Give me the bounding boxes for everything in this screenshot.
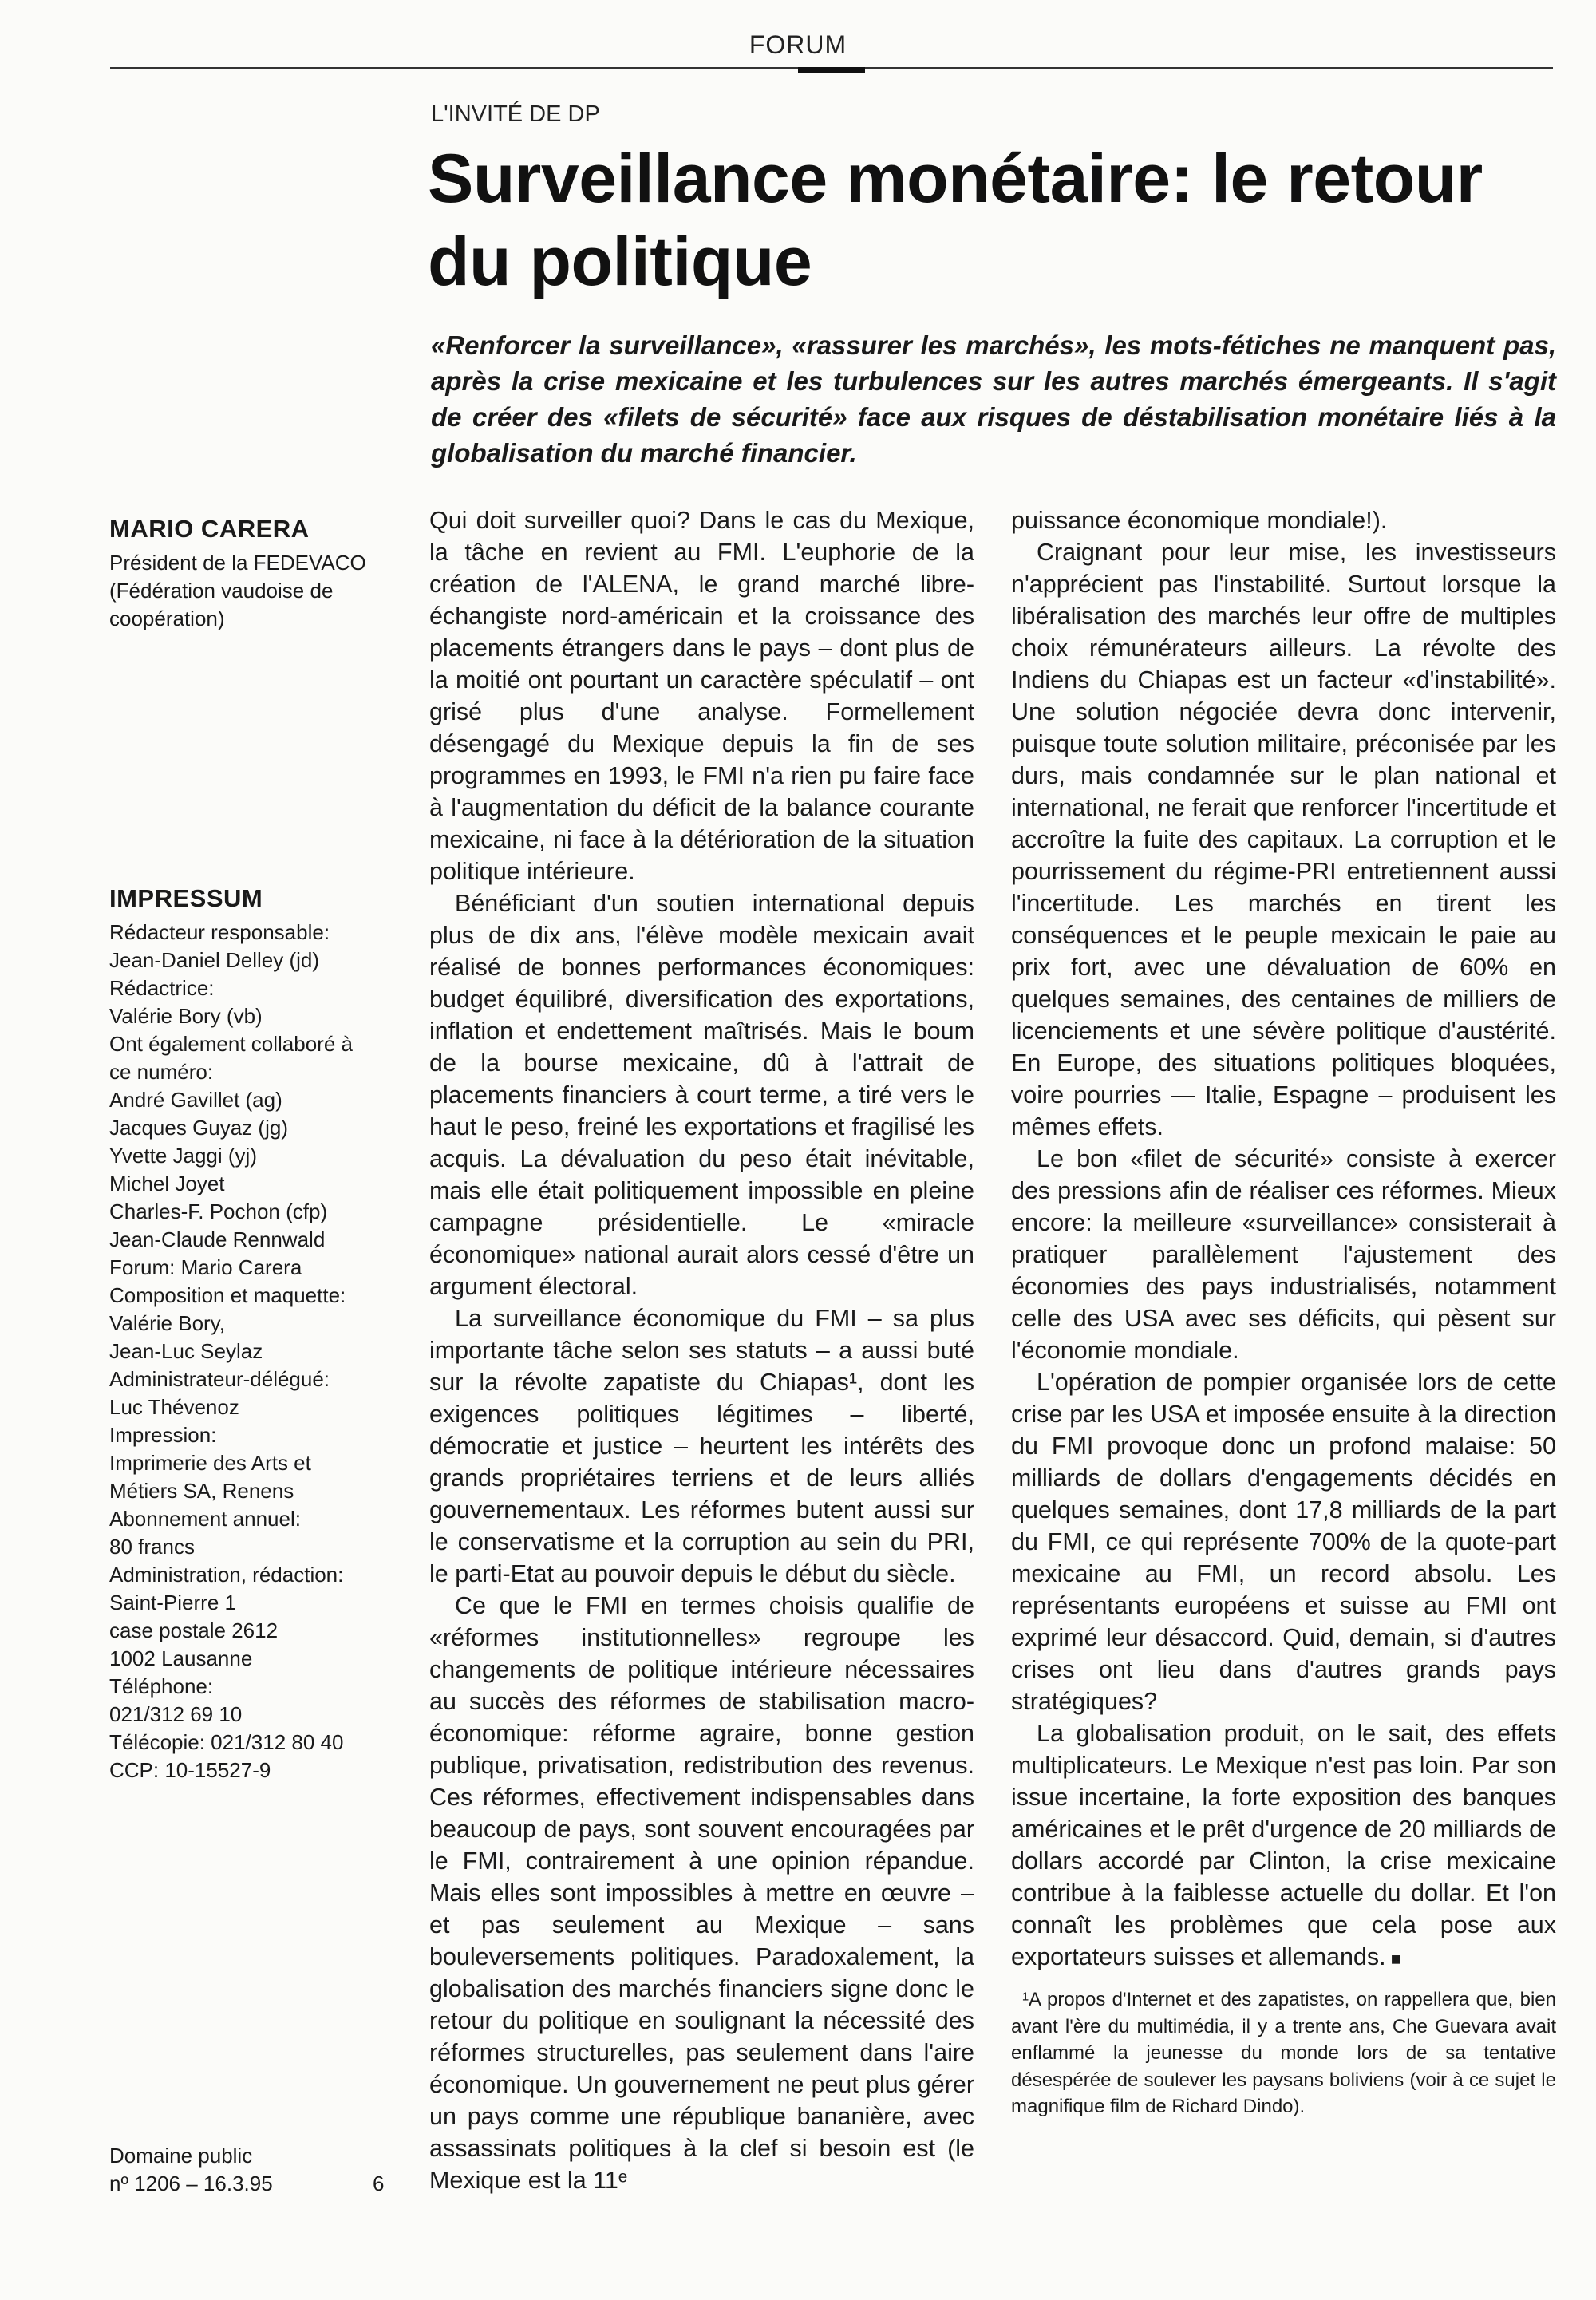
impressum-line: Rédacteur responsable:	[109, 920, 330, 944]
impressum-line: Michel Joyet	[109, 1172, 225, 1195]
page-number: 6	[373, 2172, 385, 2195]
impressum-line: Luc Thévenoz	[109, 1395, 239, 1419]
impressum-line: Jean-Claude Rennwald	[109, 1227, 326, 1251]
impressum-line: Forum: Mario Carera	[109, 1255, 302, 1279]
impressum-line: Valérie Bory,	[109, 1311, 225, 1335]
impressum-line: Impression:	[109, 1423, 217, 1447]
publication-name: Domaine public	[109, 2144, 253, 2168]
impressum-heading: IMPRESSUM	[109, 884, 263, 912]
impressum-line: Yvette Jaggi (yj)	[109, 1144, 257, 1168]
impressum-line: Ont également collaboré à	[109, 1032, 353, 1056]
impressum-line: Métiers SA, Renens	[109, 1479, 294, 1503]
article-title: Surveillance monétaire: le retour du politique	[428, 140, 1483, 300]
issue-number: nº 1206 – 16.3.95	[109, 2172, 273, 2195]
impressum-line: 021/312 69 10	[109, 1702, 243, 1726]
impressum-line: Téléphone:	[109, 1674, 214, 1698]
impressum-line: Jean-Luc Seylaz	[109, 1339, 263, 1363]
impressum-line: case postale 2612	[109, 1618, 279, 1642]
article-paragraph: La surveillance économique du FMI – sa plus importante tâche selon ses statuts – a aussi buté sur la révolte zapatiste du Chiapas¹, dont les exigences politiques légitimes – liberté, démocratie et justice – heurtent les intérêts des grands propriétaires terriens et de leurs alliés gouvernementaux. Les réformes butent aussi sur le conservatisme et la corruption au sein du PRI, le parti-Etat au pouvoir depuis le début du siècle.	[429, 1305, 974, 1587]
impressum-line: Administration, rédaction:	[109, 1563, 344, 1587]
article-paragraph: La globalisation produit, on le sait, des effets multiplicateurs. Le Mexique n'est pas loin. Par son issue incertaine, la forte exposition des banques américaines et le prêt d'urgence de 20 milliards de dollars accordé par Clinton, la crise mexicaine contribue à la faiblesse actuelle du dollar. Et l'on connaît les problèmes que cela pose aux exportateurs suisses et allemands. ■	[1011, 1717, 1556, 1975]
impressum-line: Télécopie: 021/312 80 40	[109, 1730, 344, 1754]
article-column-2	[1011, 504, 1556, 2120]
article-paragraph: Le bon «filet de sécurité» consiste à exercer des pressions afin de réaliser ces réformes. Mieux encore: la meilleure «surveillance» consisterait à pratiquer parallèlement l'ajustement des économies des pays industrialisés, notamment celle des USA avec ses déficits, qui pèsent sur l'économie mondiale.	[1011, 1145, 1556, 1364]
article-paragraph: Qui doit surveiller quoi? Dans le cas du Mexique, la tâche en revient au FMI. L'euphorie de la création de l'ALENA, le grand marché libre-échangiste nord-américain et la croissance des placements étrangers dans le pays – dont plus de la moitié ont pourtant un caractère spéculatif – ont grisé plus d'une analyse. Formellement désengagé du Mexique depuis la fin de ses programmes en 1993, le FMI n'a rien pu faire face à l'augmentation du déficit de la balance courante mexicaine, ni face à la détérioration de la situation politique intérieure.	[429, 507, 974, 885]
article-column-1	[429, 504, 974, 2196]
author-role-line: Président de la FEDEVACO	[109, 551, 366, 575]
impressum-line: 1002 Lausanne	[109, 1646, 253, 1670]
impressum-line: André Gavillet (ag)	[109, 1088, 282, 1112]
author-block	[109, 515, 397, 633]
impressum-line: Valérie Bory (vb)	[109, 1004, 263, 1028]
impressum-line: CCP: 10-15527-9	[109, 1758, 271, 1782]
kicker: L'INVITÉ DE DP	[431, 101, 600, 127]
author-role-line: (Fédération vaudoise de	[109, 579, 334, 603]
impressum	[109, 884, 397, 1784]
author-name: MARIO CARERA	[109, 515, 310, 543]
footnote: ¹A propos d'Internet et des zapatistes, on rappellera que, bien avant l'ère du multimédia, il y a trente ans, Che Guevara avait enflammé la jeunesse du monde lors de sa tentative désespérée de soulever les paysans boliviens (voir à ce sujet le magnifique film de Richard Dindo).	[1011, 1989, 1556, 2117]
article-paragraph: Craignant pour leur mise, les investisseurs n'apprécient pas l'instabilité. Surtout lorsque la libéralisation des marchés leur offre de multiples choix rémunérateurs ailleurs. La révolte des Indiens du Chiapas est un facteur «d'instabilité». Une solution négociée devra donc intervenir, puisque toute solution militaire, préconisée par les durs, mais condamnée sur le plan national et international, ne ferait que renforcer l'incertitude et accroître la fuite des capitaux. La corruption et le pourrissement du régime-PRI entretiennent aussi l'incertitude. Les marchés en tirent les conséquences et le peuple mexicain le paie au prix fort, avec une dévaluation de 60% en quelques semaines, des centaines de milliers de licenciements et une sévère politique d'austérité. En Europe, des situations politiques bloquées, voire pourries — Italie, Espagne – produisent les mêmes effets.	[1011, 539, 1556, 1140]
impressum-line: Charles-F. Pochon (cfp)	[109, 1199, 328, 1223]
impressum-line: Jacques Guyaz (jg)	[109, 1116, 288, 1140]
author-role-line: coopération)	[109, 607, 225, 630]
impressum-line: Saint-Pierre 1	[109, 1591, 236, 1614]
impressum-line: ce numéro:	[109, 1060, 214, 1084]
impressum-line: 80 francs	[109, 1535, 195, 1559]
impressum-line: Rédactrice:	[109, 976, 215, 1000]
article-paragraph: puissance économique mondiale!).	[1011, 507, 1388, 534]
colophon	[109, 2142, 397, 2198]
impressum-line: Jean-Daniel Delley (jd)	[109, 948, 319, 972]
article-paragraph: Bénéficiant d'un soutien international depuis plus de dix ans, l'élève modèle mexicain avait réalisé de bonnes performances économiques: budget équilibré, diversification des exportations, inflation et endettement maîtrisés. Mais le boum de la bourse mexicaine, dû à l'attrait de placements financiers à court terme, a tiré vers le haut le peso, freiné les exportations et fragilisé les acquis. La dévaluation du peso était inévitable, mais elle était politiquement impossible en pleine campagne présidentielle. Le «miracle économique» national aurait alors cessé d'être un argument électoral.	[429, 890, 974, 1300]
section-label: FORUM	[749, 30, 847, 59]
impressum-line: Imprimerie des Arts et	[109, 1451, 311, 1475]
article-paragraph: Ce que le FMI en termes choisis qualifie de «réformes institutionnelles» regroupe les changements de politique intérieure nécessaires au succès des réformes de stabilisation macro-économique: réforme agraire, bonne gestion publique, privatisation, redistribution des revenus. Ces réformes, effectivement indispensables dans beaucoup de pays, sont souvent encouragées par le FMI, contrairement à une opinion répandue. Mais elles sont impossibles à mettre en œuvre – et pas seulement au Mexique – sans bouleversements politiques. Paradoxalement, la globalisation des marchés financiers signe donc le retour du politique en soulignant la nécessité des réformes structurelles, pas seulement dans l'aire économique. Un gouvernement ne peut plus gérer un pays comme une république bananière, avec assassinats politiques à la clef si besoin est (le Mexique est la 11ᵉ	[429, 1592, 974, 2194]
impressum-line: Abonnement annuel:	[109, 1507, 301, 1531]
article-paragraph: L'opération de pompier organisée lors de cette crise par les USA et imposée ensuite à la direction du FMI provoque donc un profond malaise: 50 milliards de dollars d'engagements décidés en quelques semaines, dont 17,8 milliards de la part du FMI, ce qui représente 700% de la quote-part mexicaine au FMI, un record absolu. Les représentants européens et suisse au FMI ont exprimé leur désaccord. Quid, demain, si d'autres crises ont lieu dans d'autres grands pays stratégiques?	[1011, 1369, 1556, 1715]
impressum-line: Administrateur-délégué:	[109, 1367, 330, 1391]
article-lead: «Renforcer la surveillance», «rassurer les marchés», les mots-fétiches ne manquent pas, après la crise mexicaine et les turbulences sur les autres marchés émergeants. Il s'agit de créer des «filets de sécurité» face aux risques de déstabilisation monétaire liés à la globalisation du marché financier.	[431, 330, 1556, 468]
section-marker	[798, 67, 865, 73]
impressum-line: Composition et maquette:	[109, 1283, 346, 1307]
